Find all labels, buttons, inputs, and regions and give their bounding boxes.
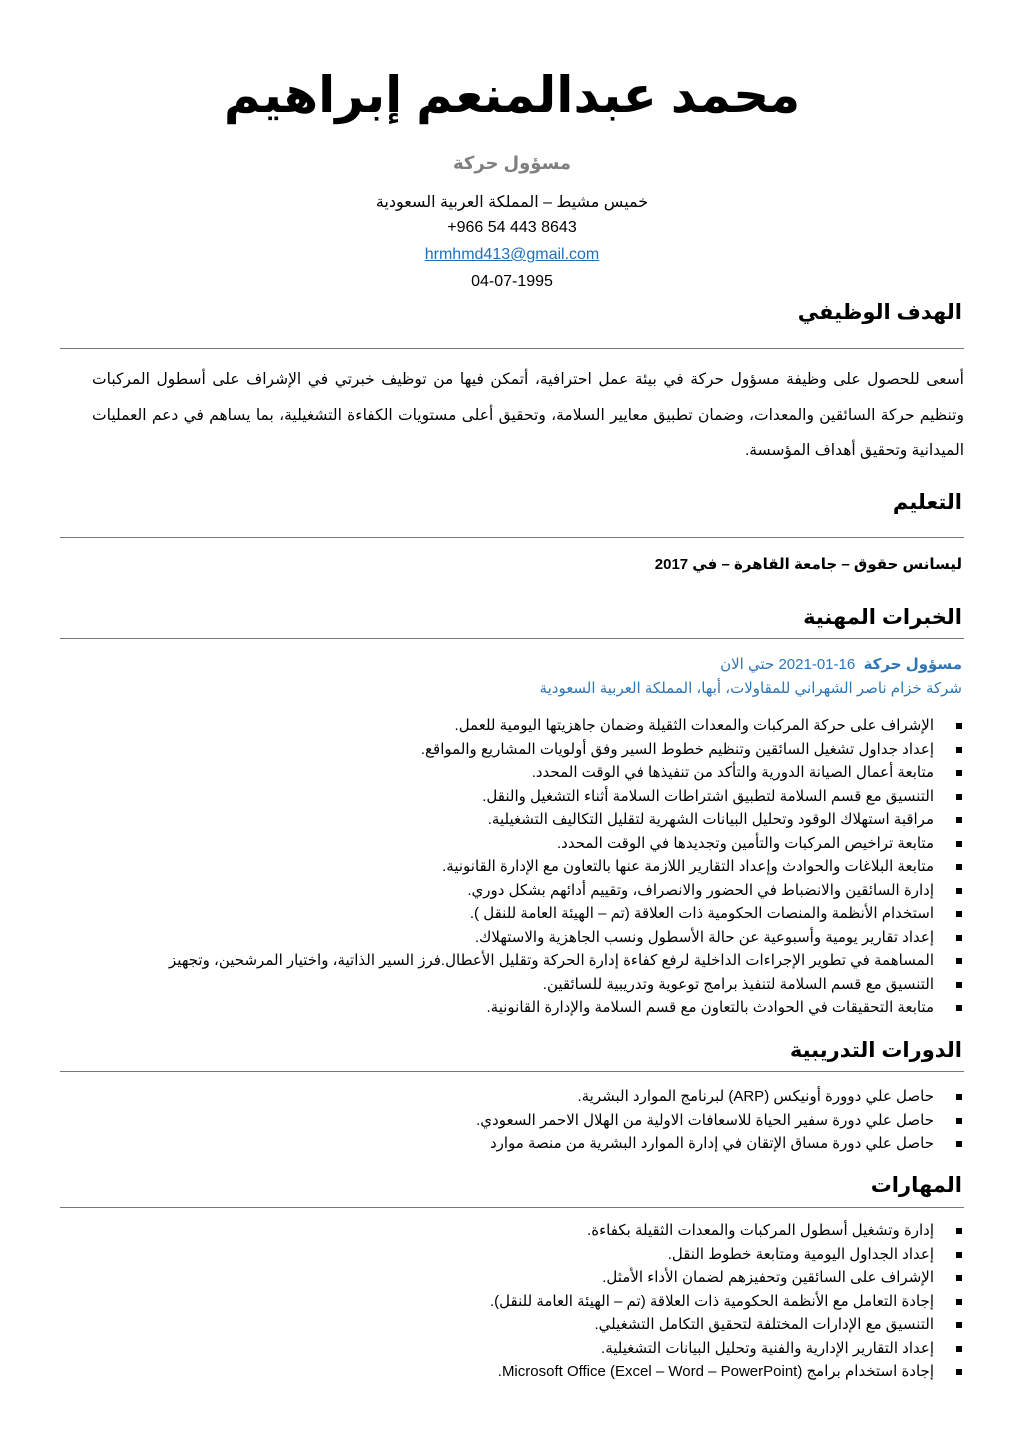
- list-item: [169, 926, 962, 950]
- education-entry: ليسانس حقوق – جامعة القاهرة – في 2017: [654, 556, 962, 573]
- list-item-text: إدارة السائقين والانضباط في الحضور والانصراف، وتقييم أدائهم بشكل دوري.: [467, 881, 934, 899]
- list-item-text: حاصل علي دورة مساق الإتقان في إدارة الموارد البشرية من منصة موارد: [489, 1135, 934, 1152]
- objective-text: أسعى للحصول على وظيفة مسؤول حركة في بيئة عمل احترافية، أتمكن فيها من توظيف خبرتي في الإشراف على أسطول المركبات وتنظيم حركة السائقين والمعدات، وضمان تطبيق معايير السلامة، وتحقيق أعلى مستويات الكفاءة التشغيلية، بما يساهم في دعم العمليات الميدانية وتحقيق أهداف المؤسسة.: [92, 371, 964, 459]
- objective-heading: الهدف الوظيفي: [797, 301, 962, 324]
- bullet-icon: [956, 958, 962, 964]
- bullet-icon: [956, 841, 962, 847]
- list-item: [169, 785, 962, 809]
- bullet-icon: [956, 1005, 962, 1011]
- bullet-icon: [956, 1141, 962, 1147]
- list-item: [169, 832, 962, 856]
- bullet-icon: [956, 1369, 962, 1375]
- list-item: [169, 996, 962, 1020]
- bullet-icon: [956, 1228, 962, 1234]
- bullet-icon: [956, 935, 962, 941]
- company: شركة خزام ناصر الشهراني للمقاولات، أبها، المملكة العربية السعودية: [539, 680, 962, 697]
- list-item: [169, 761, 962, 785]
- job-title: مسؤول حركة: [452, 153, 572, 173]
- experience-list: [169, 714, 962, 1020]
- bullet-icon: [956, 817, 962, 823]
- list-item-text: متابعة التحقيقات في الحوادث بالتعاون مع قسم السلامة والإدارة القانونية.: [486, 999, 934, 1016]
- divider: [60, 537, 964, 538]
- list-item-text: استخدام الأنظمة والمنصات الحكومية ذات العلاقة (تم – الهيئة العامة للنقل ).: [469, 905, 934, 922]
- education-heading: التعليم: [892, 491, 962, 514]
- list-item: [490, 1243, 962, 1267]
- list-item: [490, 1360, 962, 1384]
- bullet-icon: [956, 1322, 962, 1328]
- phone: +966 54 443 8643: [447, 219, 577, 236]
- divider: [60, 1071, 964, 1072]
- bullet-icon: [956, 1252, 962, 1258]
- bullet-icon: [956, 864, 962, 870]
- skills-heading: المهارات: [870, 1174, 962, 1197]
- courses-heading: الدورات التدريبية: [789, 1039, 962, 1062]
- list-item-text: الإشراف على حركة المركبات والمعدات الثقيلة وضمان جاهزيتها اليومية للعمل.: [454, 717, 934, 734]
- birth-date: 04-07-1995: [471, 273, 553, 290]
- bullet-icon: [956, 911, 962, 917]
- list-item-text: التنسيق مع الإدارات المختلفة لتحقيق التكامل التشغيلي.: [594, 1316, 934, 1333]
- list-item-text: التنسيق مع قسم السلامة لتنفيذ برامج توعوية وتدريبية للسائقين.: [542, 975, 934, 993]
- bullet-icon: [956, 794, 962, 800]
- list-item: [490, 1313, 962, 1337]
- list-item-text: إعداد التقارير الإدارية والفنية وتحليل البيانات التشغيلية.: [601, 1339, 934, 1357]
- bullet-icon: [956, 1346, 962, 1352]
- list-item-text: إعداد جداول تشغيل السائقين وتنظيم خطوط السير وفق أولويات المشاريع والمواقع.: [420, 740, 934, 758]
- list-item: [169, 855, 962, 879]
- bullet-icon: [956, 888, 962, 894]
- list-item-text: المساهمة في تطوير الإجراءات الداخلية لرفع كفاءة إدارة الحركة وتقليل الأعطال.فرز السير الذاتية، واختيار المرشحين، وتجهيز: [169, 952, 934, 969]
- list-item: [169, 879, 962, 903]
- list-item-text: مراقبة استهلاك الوقود وتحليل البيانات الشهرية لتقليل التكاليف التشغيلية.: [487, 811, 934, 828]
- list-item-text: إدارة وتشغيل أسطول المركبات والمعدات الثقيلة بكفاءة.: [587, 1222, 934, 1239]
- bullet-icon: [956, 982, 962, 988]
- divider: [60, 1207, 964, 1208]
- period: 16-01-2021 حتي الان: [720, 656, 856, 673]
- list-item: [169, 902, 962, 926]
- bullet-icon: [956, 1299, 962, 1305]
- bullet-icon: [956, 1094, 962, 1100]
- candidate-name: محمد عبدالمنعم إبراهيم: [223, 67, 801, 123]
- list-item: [490, 1219, 962, 1243]
- list-item: [476, 1109, 962, 1133]
- bullet-icon: [956, 1118, 962, 1124]
- list-item: [169, 808, 962, 832]
- divider: [60, 348, 964, 349]
- experience-heading: الخبرات المهنية: [803, 606, 962, 629]
- location: خميس مشيط – المملكة العربية السعودية: [375, 194, 649, 211]
- email-link[interactable]: hrmhmd413@gmail.com: [424, 246, 600, 263]
- list-item: [490, 1337, 962, 1361]
- list-item: [476, 1085, 962, 1109]
- list-item-text: الإشراف على السائقين وتحفيزهم لضمان الأداء الأمثل.: [602, 1269, 934, 1286]
- bullet-icon: [956, 747, 962, 753]
- list-item-text: إعداد الجداول اليومية ومتابعة خطوط النقل.: [667, 1245, 934, 1263]
- bullet-icon: [956, 723, 962, 729]
- divider: [60, 638, 964, 639]
- list-item: [490, 1266, 962, 1290]
- list-item: [476, 1132, 962, 1156]
- bullet-icon: [956, 770, 962, 776]
- list-item: [169, 949, 962, 973]
- list-item-text: متابعة أعمال الصيانة الدورية والتأكد من تنفيذها في الوقت المحدد.: [531, 764, 934, 781]
- bullet-icon: [956, 1275, 962, 1281]
- list-item-text: حاصل علي دوورة أونيكس (ARP) لبرنامج الموارد البشرية.: [577, 1088, 934, 1105]
- skills-list: [490, 1219, 962, 1384]
- list-item: [490, 1290, 962, 1314]
- list-item-text: حاصل علي دورة سفير الحياة للاسعافات الاولية من الهلال الاحمر السعودي.: [476, 1111, 934, 1129]
- list-item: [169, 973, 962, 997]
- role: مسؤول حركة: [863, 656, 962, 673]
- list-item-text: إجادة التعامل مع الأنظمة الحكومية ذات العلاقة (تم – الهيئة العامة للنقل).: [490, 1292, 934, 1310]
- list-item: [169, 714, 962, 738]
- courses-list: [476, 1085, 962, 1156]
- list-item-text: إجادة استخدام برامج Microsoft Office (Excel – Word – PowerPoint).: [497, 1363, 934, 1380]
- list-item-text: التنسيق مع قسم السلامة لتطبيق اشتراطات السلامة أثناء التشغيل والنقل.: [482, 787, 934, 805]
- list-item: [169, 738, 962, 762]
- list-item-text: إعداد تقارير يومية وأسبوعية عن حالة الأسطول ونسب الجاهزية والاستهلاك.: [474, 928, 934, 946]
- list-item-text: متابعة تراخيص المركبات والتأمين وتجديدها في الوقت المحدد.: [556, 834, 934, 852]
- list-item-text: متابعة البلاغات والحوادث وإعداد التقارير اللازمة عنها بالتعاون مع الإدارة القانونية.: [442, 858, 934, 875]
